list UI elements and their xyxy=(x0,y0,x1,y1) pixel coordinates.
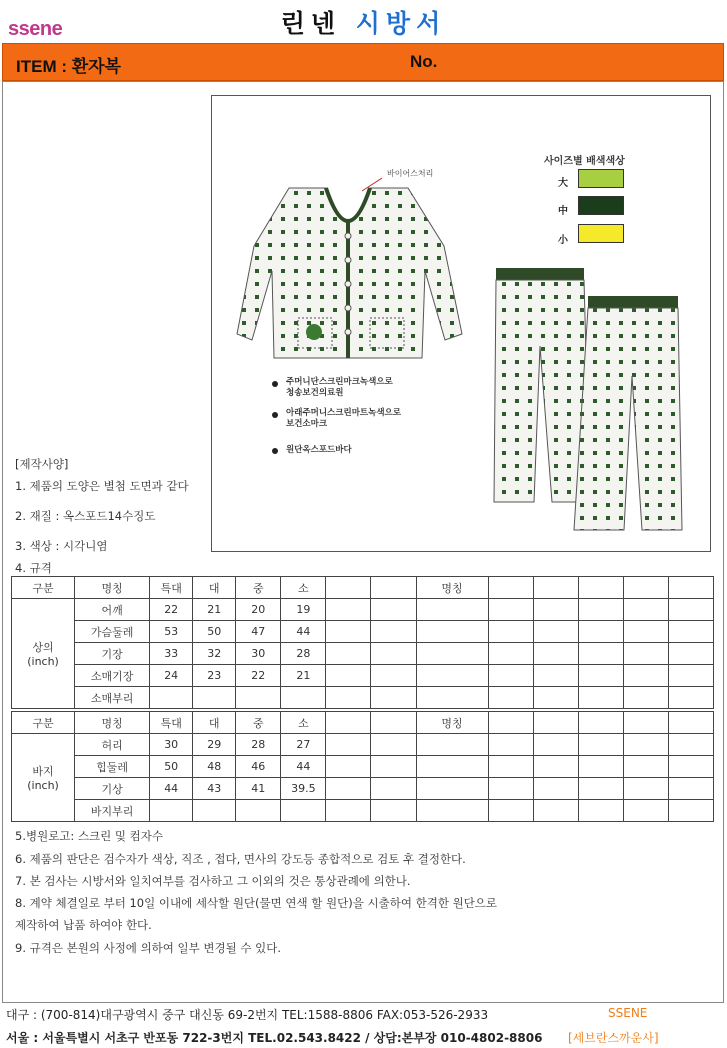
spec-line-1: 1. 제품의 도양은 별첨 도면과 같다 xyxy=(15,479,189,493)
group-cell: 바지 (inch) xyxy=(12,734,75,822)
spec-line-7: 7. 본 검사는 시방서와 일치여부를 검사하고 그 이외의 것은 통상관례에 의한나. xyxy=(15,874,411,888)
header-cell: 특대 xyxy=(150,577,193,599)
table-row: 힙둘레 50 48 46 44 xyxy=(12,756,714,778)
spec-line-3: 3. 색상 : 시각니염 xyxy=(15,539,108,553)
spec-line-9: 9. 규격은 본원의 사정에 의하여 일부 변경될 수 있다. xyxy=(15,941,282,955)
header-cell: 소 xyxy=(281,712,326,734)
header-cell: 구분 xyxy=(12,712,75,734)
header-cell: 대 xyxy=(193,712,236,734)
legend-label-medium: 中 xyxy=(558,206,568,217)
note-bullet-3 xyxy=(272,448,278,454)
item-label: ITEM : 환자복 xyxy=(16,57,121,76)
title-black: 린넨 xyxy=(280,9,342,38)
title-blue: 시방서 xyxy=(355,9,447,38)
footer-address-daegu: 대구 : (700-814)대구광역시 중구 대신동 69-2번지 TEL:1588-8806 FAX:053-526-2933 xyxy=(6,1008,489,1022)
bottom-size-table xyxy=(11,711,714,822)
table-header-row xyxy=(12,577,714,599)
spec-line-2: 2. 재질 : 옥스포드14수징도 xyxy=(15,509,156,523)
legend-title: 사이즈별 배색색상 xyxy=(544,156,625,167)
legend-swatch-medium xyxy=(578,196,624,215)
header-cell: 대 xyxy=(193,577,236,599)
note-2: 아래주머니스크린마트녹색으로 보건소마크 xyxy=(286,408,401,429)
bias-label: 바이어스처리 xyxy=(387,169,434,178)
group-cell: 상의 (inch) xyxy=(12,599,75,709)
footer-address-seoul: 서울 : 서울특별시 서초구 반포동 722-3번지 TEL.02.543.8422 / 상담:본부장 010-4802-8806 xyxy=(6,1031,543,1045)
spec-line-8b: 제작하여 납품 하여야 한다. xyxy=(15,918,152,932)
header-cell: 소 xyxy=(281,577,326,599)
header-cell: 특대 xyxy=(150,712,193,734)
note-3: 원단옥스포드바다 xyxy=(286,445,352,455)
footer-brand-2: [세브란스까운사] xyxy=(568,1031,659,1045)
header-cell: 명칭 xyxy=(416,712,488,734)
legend-swatch-large xyxy=(578,169,624,188)
legend-swatch-small xyxy=(578,224,624,243)
spec-line-5: 5.병원로고: 스크린 및 컴자수 xyxy=(15,829,164,843)
legend-label-small: 小 xyxy=(558,235,568,246)
footer-brand: SSENE xyxy=(608,1006,648,1020)
table-row: 바지 (inch) 허리 30 29 28 27 xyxy=(12,734,714,756)
header-cell: 명칭 xyxy=(75,712,150,734)
table-row: 소매부리 xyxy=(12,687,714,709)
spec-line-4: 4. 규격 xyxy=(15,561,52,575)
spec-heading: [제작사양] xyxy=(15,457,69,471)
note-1: 주머니단스크린마크녹색으로 청송보건의료원 xyxy=(286,377,393,398)
table-row: 기장 33 32 30 28 xyxy=(12,643,714,665)
table-header-row xyxy=(12,712,714,734)
table-row: 기상 44 43 41 39.5 xyxy=(12,778,714,800)
spec-line-8a: 8. 계약 체결일로 부터 10일 이내에 세삭할 원단(물면 연색 할 원단)을 시출하여 한격한 원단으로 xyxy=(15,896,498,910)
spec-line-6: 6. 제품의 판단은 검수자가 색상, 직조 , 접다, 면사의 강도등 종합적으로 검토 후 결정한다. xyxy=(15,852,466,866)
pants-large-shape xyxy=(494,280,590,502)
table-row: 상의 (inch) 어깨 22 21 20 19 xyxy=(12,599,714,621)
table-row: 가슴둘레 53 50 47 44 xyxy=(12,621,714,643)
header-cell: 중 xyxy=(236,577,281,599)
garment-illustration xyxy=(211,95,711,552)
company-logo: ssene xyxy=(8,18,63,40)
header-cell: 명칭 xyxy=(75,577,150,599)
table-row: 바지부리 xyxy=(12,800,714,822)
header-cell: 명칭 xyxy=(416,577,488,599)
top-size-table xyxy=(11,576,714,709)
legend-label-large: 大 xyxy=(558,178,568,189)
note-bullet-1 xyxy=(272,381,278,387)
garment-drawing xyxy=(212,96,710,551)
header-cell: 중 xyxy=(236,712,281,734)
note-bullet-2 xyxy=(272,412,278,418)
table-row: 소매기장 24 23 22 21 xyxy=(12,665,714,687)
number-label: No. xyxy=(410,52,438,71)
header-cell: 구분 xyxy=(12,577,75,599)
page-title xyxy=(0,4,727,40)
pants-small-shape xyxy=(574,308,682,530)
